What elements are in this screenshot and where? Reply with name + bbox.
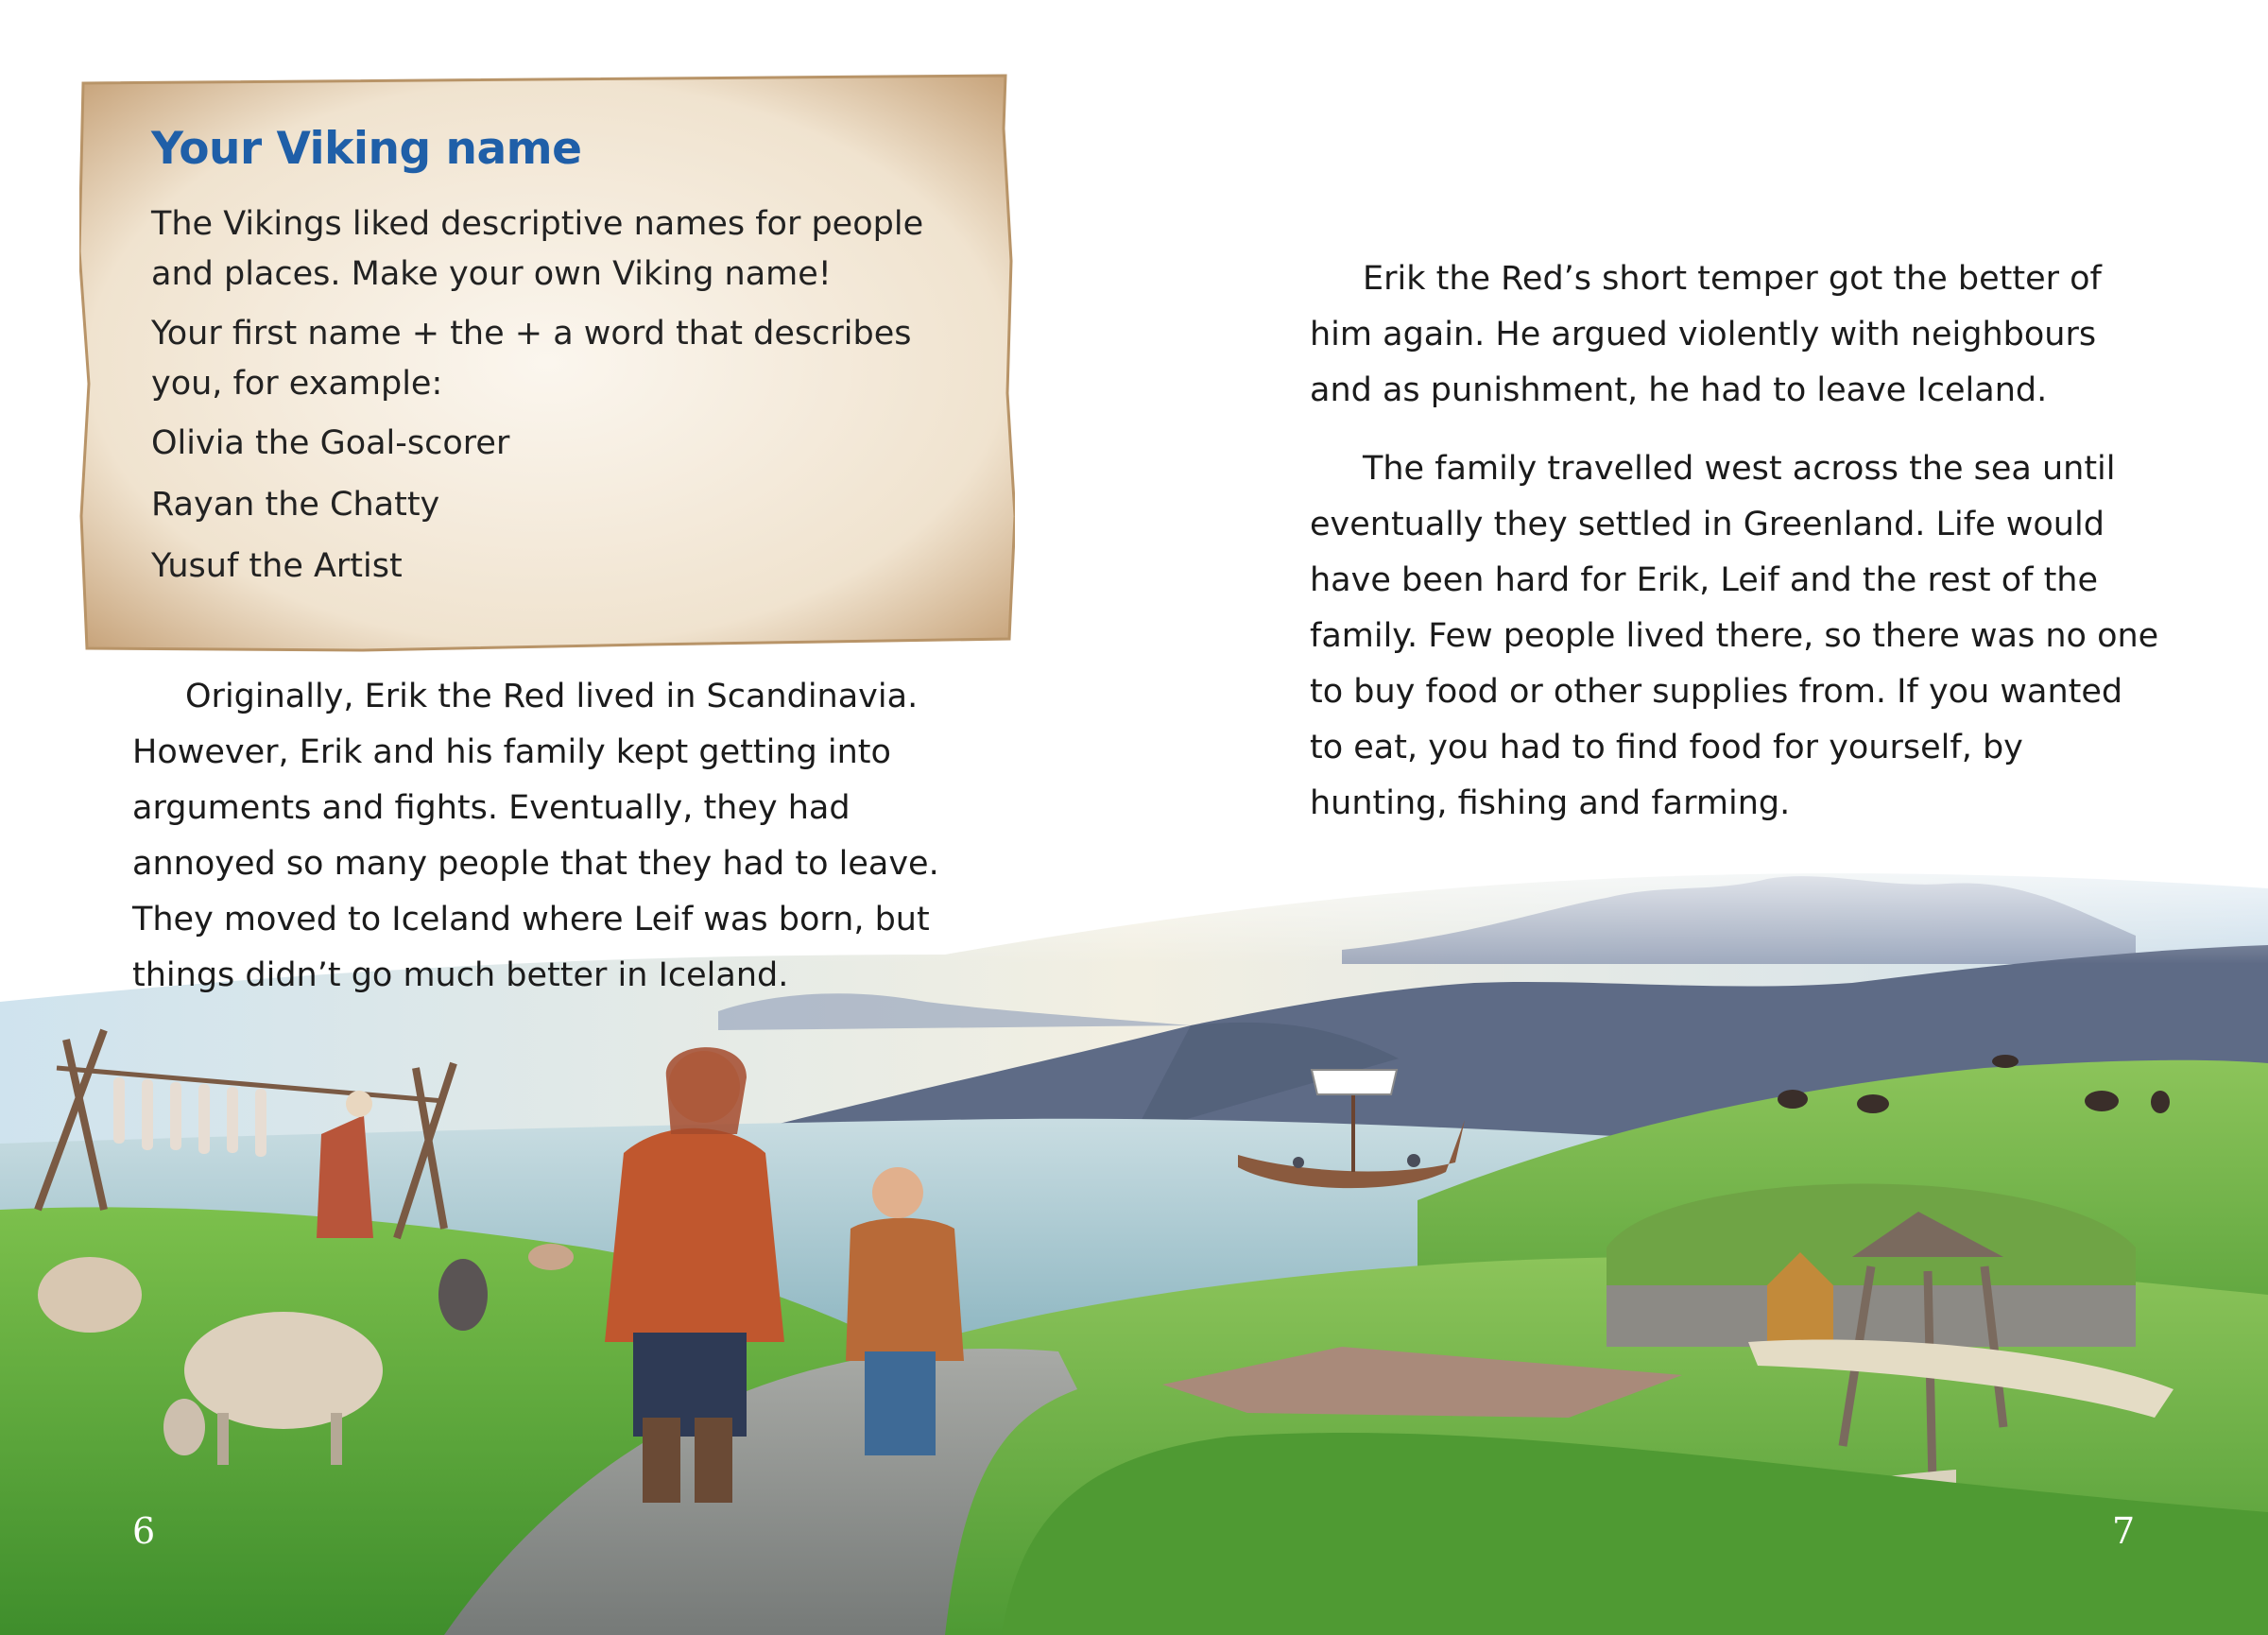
box-title: Your Viking name [151,123,582,175]
box-intro: The Vikings liked descriptive names for people and places. Make your own Viking name! [151,205,924,293]
body-paragraph: Erik the Red’s short temper got the better of him again. He argued violently with neighbours and as punishment, he had to leave Iceland. [1310,260,2102,409]
viking-name-box [151,123,964,603]
body-paragraph: The family travelled west across the sea until eventually they settled in Greenland. Life would have been hard for Erik, Leif and the rest of the family. Few people lived there, so there was no one to buy food or other supplies from. If you wanted to eat, you had to find food for yourself, by hunting, fishing and farming. [1310,450,2159,822]
right-page-text [1310,251,2160,854]
left-page-text [132,669,945,1026]
example-name: Olivia the Goal-scorer [151,424,510,462]
page-number-right: 7 [2112,1510,2136,1552]
example-name: Yusuf the Artist [151,547,403,585]
box-formula: Your first name + the + a word that describes you, for example: [151,315,912,403]
page-number-left: 6 [132,1510,156,1552]
example-name: Rayan the Chatty [151,486,440,524]
body-paragraph: Originally, Erik the Red lived in Scandinavia. However, Erik and his family kept getting into arguments and fights. Eventually, they had annoyed so many people that they had to leave. They moved to Iceland where Leif was born, but things didn’t go much better in Iceland. [132,678,939,994]
